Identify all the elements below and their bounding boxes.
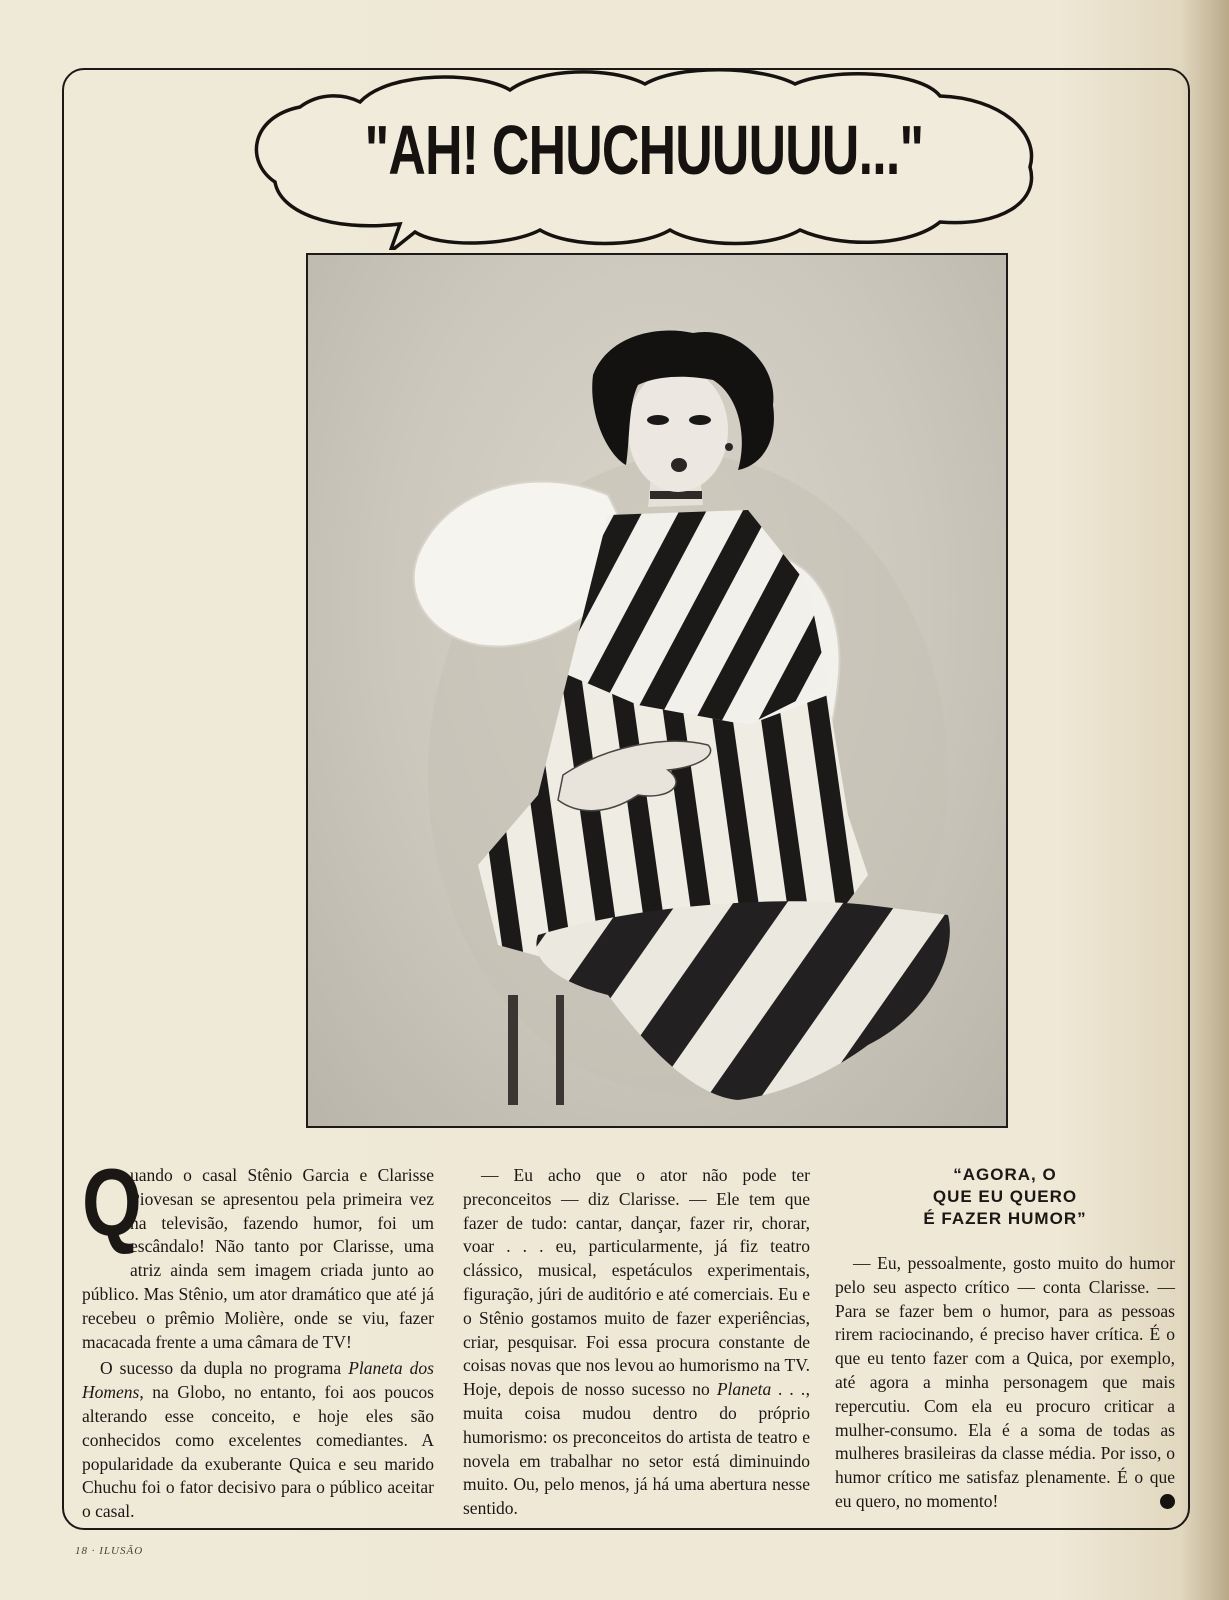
end-mark-icon [1160,1494,1175,1509]
pull-quote-heading: “AGORA, O QUE EU QUERO É FAZER HUMOR” [923,1165,1087,1228]
program-title: Planeta . . . [716,1379,806,1400]
paragraph-text: O sucesso da dupla no programa [100,1358,349,1379]
paragraph: uando o casal Stênio Garcia e Clarisse Piovesan se apresentou pela primeira vez na televisão, fazendo humor, foi um escândalo! Não tanto por Clarisse, uma atriz ainda sem imagem criada junto ao público. Mas Stênio, um ator dramático que até já recebeu o prêmio Molière, onde se viu, fazer macacada frente a uma câmara de TV! [82,1165,434,1352]
paragraph-text: , muita coisa mudou dentro do próprio humorismo: os preconceitos do artista de teatro e novela em trabalhar no setor está diminuindo muito. Ou, pelo menos, já há uma abertura nesse sentido. [463,1379,810,1519]
page-folio: 18 · ILUSÃO [75,1545,144,1557]
article-column-3 [835,1164,1175,1514]
feature-photo [306,253,1008,1128]
article-column-1 [82,1149,434,1524]
program-title: Planeta dos Homens [82,1358,434,1403]
paragraph-text: , na Globo, no entanto, foi aos poucos alterando esse conceito, e hoje eles são conhecidos como excelentes comediantes. A popularidade da exuberante Quica e seu marido Chuchu foi o fator decisivo para o público aceitar o casal. [82,1382,434,1522]
paragraph-text: — Eu acho que o ator não pode ter preconceitos — diz Clarisse. — Ele tem que fazer de tudo: cantar, dançar, fazer rir, chorar, voar . . . eu, particularmente, já fiz teatro clássico, musical, espetáculos experimentais, figuração, júri de auditório e até comerciais. Eu e o Stênio gostamos muito de fazer experiências, criar, pesquisar. Foi essa procura constante de coisas novas que nos levou ao humorismo na TV. Hoje, depois de nosso sucesso no [463,1165,810,1400]
page-title: "AH! CHUCHUUUUU..." [364,111,924,189]
paragraph [835,1252,1175,1514]
paragraph [82,1357,434,1524]
performer-photo-illustration [308,255,1006,1126]
paragraph-text: — Eu, pessoalmente, gosto muito do humor pelo seu aspecto crítico — conta Clarisse. — Para se fazer bem o humor, para as pessoas rirem raciocinando, é preciso haver crítica. É o que eu tento fazer com a Quica, por exemplo, até agora a minha personagem que mais repercutiu. Com ela eu procuro criticar a mulher-consumo. Ela é a soma de todas as mulheres brasileiras da classe média. Por isso, o humor crítico me satisfaz plenamente. É o que eu quero, no momento! [835,1253,1175,1511]
paragraph [463,1164,810,1521]
article-column-2 [463,1164,810,1521]
drop-cap: Q [82,1149,142,1256]
